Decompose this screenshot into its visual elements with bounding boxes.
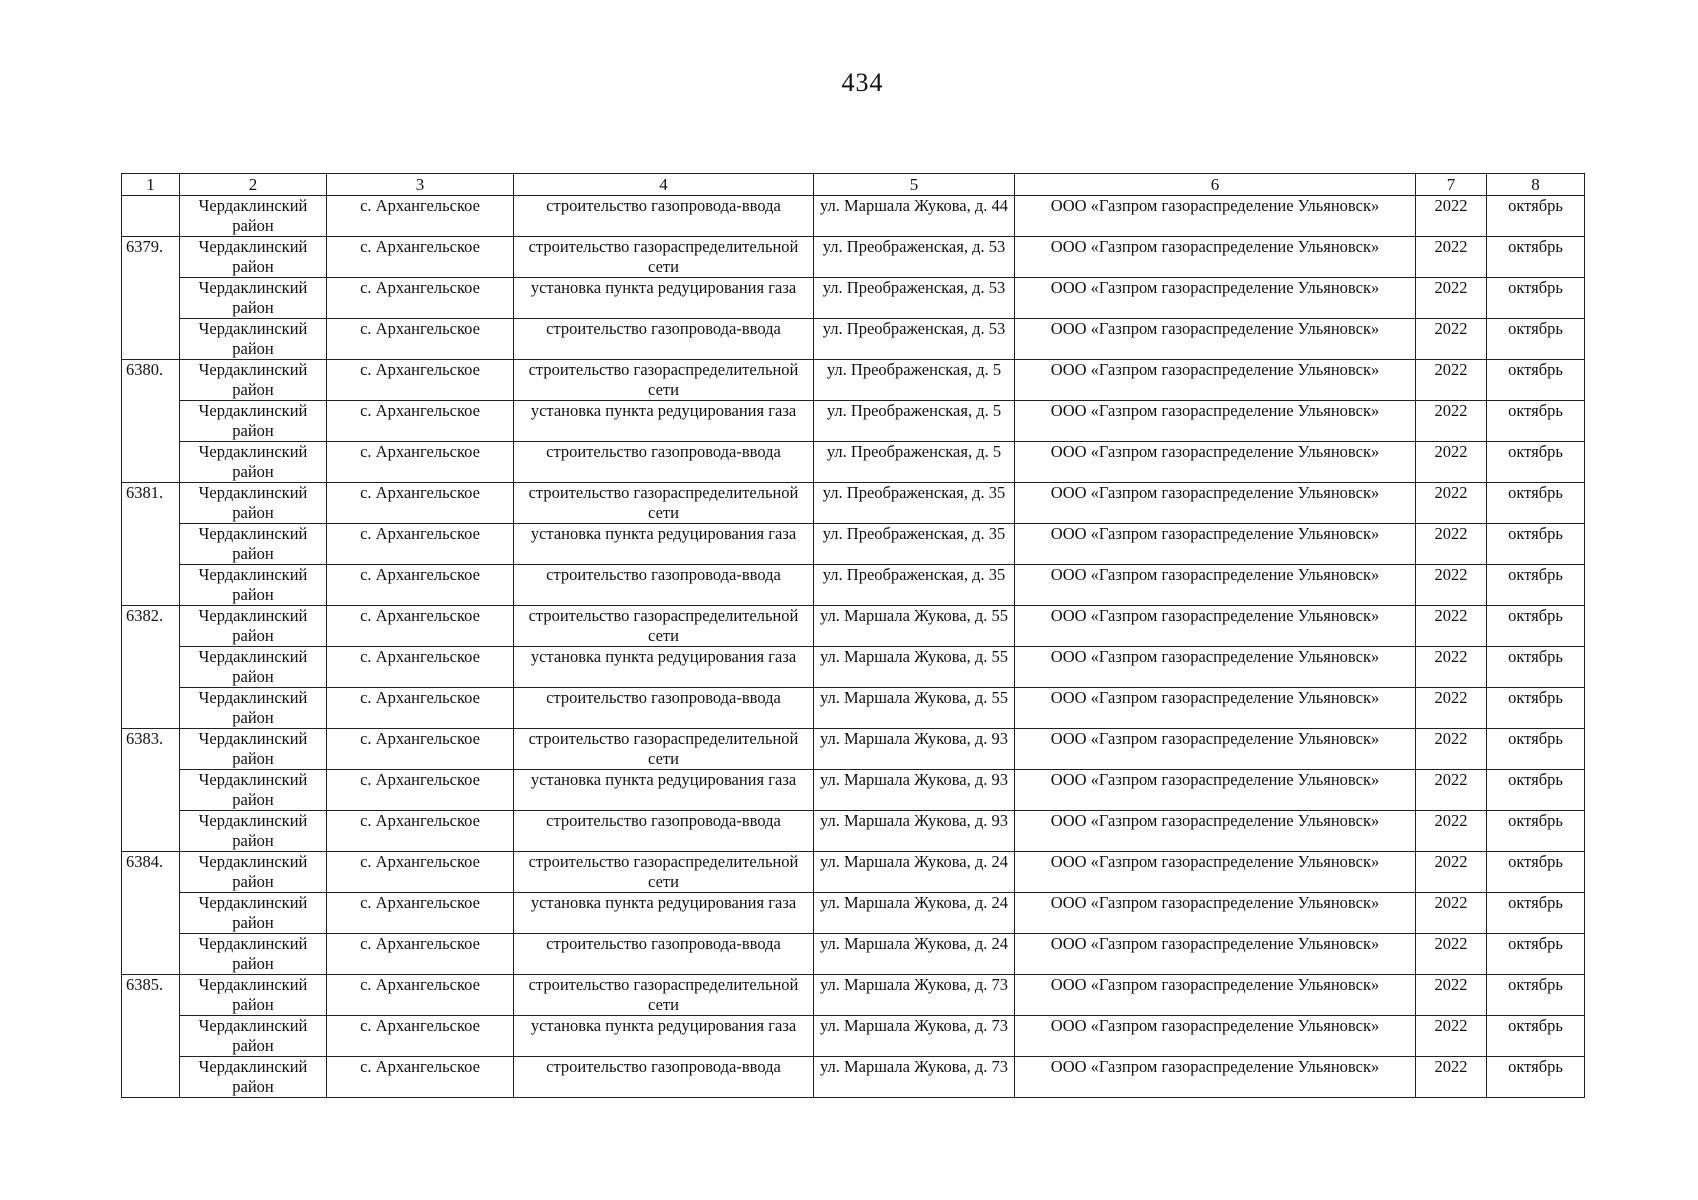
district-cell: Чердаклинский район xyxy=(180,893,327,934)
organization-cell: ООО «Газпром газораспределение Ульяновск» xyxy=(1015,647,1416,688)
table-row xyxy=(122,278,1585,319)
work-type-cell: строительство газопровода-ввода xyxy=(514,565,814,606)
district-cell: Чердаклинский район xyxy=(180,647,327,688)
item-number-cell: 6384. xyxy=(122,852,180,975)
year-cell: 2022 xyxy=(1416,483,1487,524)
district-cell: Чердаклинский район xyxy=(180,729,327,770)
address-cell: ул. Преображенская, д. 53 xyxy=(814,237,1015,278)
table-row xyxy=(122,524,1585,565)
month-cell: октябрь xyxy=(1487,237,1585,278)
month-cell: октябрь xyxy=(1487,442,1585,483)
item-number-cell: 6379. xyxy=(122,237,180,360)
district-cell: Чердаклинский район xyxy=(180,688,327,729)
work-type-cell: строительство газораспределительной сети xyxy=(514,483,814,524)
organization-cell: ООО «Газпром газораспределение Ульяновск» xyxy=(1015,524,1416,565)
settlement-cell: с. Архангельское xyxy=(327,237,514,278)
address-cell: ул. Маршала Жукова, д. 93 xyxy=(814,729,1015,770)
district-cell: Чердаклинский район xyxy=(180,524,327,565)
work-type-cell: строительство газораспределительной сети xyxy=(514,975,814,1016)
organization-cell: ООО «Газпром газораспределение Ульяновск» xyxy=(1015,934,1416,975)
district-cell: Чердаклинский район xyxy=(180,278,327,319)
year-cell: 2022 xyxy=(1416,606,1487,647)
month-cell: октябрь xyxy=(1487,770,1585,811)
table-row xyxy=(122,688,1585,729)
organization-cell: ООО «Газпром газораспределение Ульяновск» xyxy=(1015,1057,1416,1098)
table-row xyxy=(122,975,1585,1016)
item-number-cell: 6383. xyxy=(122,729,180,852)
district-cell: Чердаклинский район xyxy=(180,565,327,606)
column-header: 6 xyxy=(1015,174,1416,196)
settlement-cell: с. Архангельское xyxy=(327,811,514,852)
settlement-cell: с. Архангельское xyxy=(327,196,514,237)
address-cell: ул. Маршала Жукова, д. 73 xyxy=(814,1016,1015,1057)
address-cell: ул. Преображенская, д. 5 xyxy=(814,401,1015,442)
year-cell: 2022 xyxy=(1416,360,1487,401)
month-cell: октябрь xyxy=(1487,401,1585,442)
work-type-cell: строительство газопровода-ввода xyxy=(514,442,814,483)
column-header: 1 xyxy=(122,174,180,196)
work-type-cell: строительство газопровода-ввода xyxy=(514,934,814,975)
address-cell: ул. Маршала Жукова, д. 55 xyxy=(814,606,1015,647)
month-cell: октябрь xyxy=(1487,1057,1585,1098)
table-row xyxy=(122,811,1585,852)
item-number-cell: 6382. xyxy=(122,606,180,729)
item-number-cell: 6385. xyxy=(122,975,180,1098)
table-row xyxy=(122,893,1585,934)
work-type-cell: строительство газопровода-ввода xyxy=(514,1057,814,1098)
month-cell: октябрь xyxy=(1487,934,1585,975)
table-row xyxy=(122,1057,1585,1098)
year-cell: 2022 xyxy=(1416,442,1487,483)
year-cell: 2022 xyxy=(1416,893,1487,934)
district-cell: Чердаклинский район xyxy=(180,934,327,975)
settlement-cell: с. Архангельское xyxy=(327,975,514,1016)
column-header: 3 xyxy=(327,174,514,196)
address-cell: ул. Преображенская, д. 53 xyxy=(814,319,1015,360)
year-cell: 2022 xyxy=(1416,975,1487,1016)
work-type-cell: установка пункта редуцирования газа xyxy=(514,647,814,688)
column-header: 2 xyxy=(180,174,327,196)
work-type-cell: строительство газопровода-ввода xyxy=(514,196,814,237)
item-number-cell xyxy=(122,196,180,237)
work-type-cell: установка пункта редуцирования газа xyxy=(514,770,814,811)
address-cell: ул. Преображенская, д. 35 xyxy=(814,524,1015,565)
work-type-cell: установка пункта редуцирования газа xyxy=(514,1016,814,1057)
table-row xyxy=(122,319,1585,360)
month-cell: октябрь xyxy=(1487,565,1585,606)
year-cell: 2022 xyxy=(1416,196,1487,237)
table-row xyxy=(122,729,1585,770)
settlement-cell: с. Архангельское xyxy=(327,647,514,688)
organization-cell: ООО «Газпром газораспределение Ульяновск» xyxy=(1015,811,1416,852)
year-cell: 2022 xyxy=(1416,770,1487,811)
month-cell: октябрь xyxy=(1487,688,1585,729)
table-row xyxy=(122,442,1585,483)
year-cell: 2022 xyxy=(1416,524,1487,565)
work-type-cell: строительство газораспределительной сети xyxy=(514,237,814,278)
settlement-cell: с. Архангельское xyxy=(327,729,514,770)
month-cell: октябрь xyxy=(1487,483,1585,524)
address-cell: ул. Маршала Жукова, д. 24 xyxy=(814,852,1015,893)
page-number: 434 xyxy=(841,68,884,97)
district-cell: Чердаклинский район xyxy=(180,319,327,360)
month-cell: октябрь xyxy=(1487,606,1585,647)
organization-cell: ООО «Газпром газораспределение Ульяновск» xyxy=(1015,975,1416,1016)
column-header: 4 xyxy=(514,174,814,196)
work-type-cell: строительство газораспределительной сети xyxy=(514,729,814,770)
address-cell: ул. Маршала Жукова, д. 24 xyxy=(814,934,1015,975)
settlement-cell: с. Архангельское xyxy=(327,688,514,729)
month-cell: октябрь xyxy=(1487,360,1585,401)
organization-cell: ООО «Газпром газораспределение Ульяновск» xyxy=(1015,196,1416,237)
month-cell: октябрь xyxy=(1487,852,1585,893)
work-type-cell: установка пункта редуцирования газа xyxy=(514,893,814,934)
address-cell: ул. Маршала Жукова, д. 55 xyxy=(814,647,1015,688)
work-type-cell: строительство газопровода-ввода xyxy=(514,811,814,852)
table-row xyxy=(122,360,1585,401)
settlement-cell: с. Архангельское xyxy=(327,483,514,524)
work-type-cell: строительство газораспределительной сети xyxy=(514,360,814,401)
work-type-cell: строительство газопровода-ввода xyxy=(514,319,814,360)
district-cell: Чердаклинский район xyxy=(180,1016,327,1057)
year-cell: 2022 xyxy=(1416,401,1487,442)
address-cell: ул. Маршала Жукова, д. 55 xyxy=(814,688,1015,729)
district-cell: Чердаклинский район xyxy=(180,360,327,401)
settlement-cell: с. Архангельское xyxy=(327,1016,514,1057)
table-row xyxy=(122,483,1585,524)
district-cell: Чердаклинский район xyxy=(180,770,327,811)
year-cell: 2022 xyxy=(1416,852,1487,893)
address-cell: ул. Преображенская, д. 5 xyxy=(814,360,1015,401)
address-cell: ул. Маршала Жукова, д. 93 xyxy=(814,770,1015,811)
organization-cell: ООО «Газпром газораспределение Ульяновск» xyxy=(1015,565,1416,606)
month-cell: октябрь xyxy=(1487,729,1585,770)
address-cell: ул. Преображенская, д. 53 xyxy=(814,278,1015,319)
month-cell: октябрь xyxy=(1487,278,1585,319)
table-row xyxy=(122,196,1585,237)
table-row xyxy=(122,852,1585,893)
district-cell: Чердаклинский район xyxy=(180,237,327,278)
settlement-cell: с. Архангельское xyxy=(327,893,514,934)
month-cell: октябрь xyxy=(1487,1016,1585,1057)
work-type-cell: установка пункта редуцирования газа xyxy=(514,278,814,319)
district-cell: Чердаклинский район xyxy=(180,606,327,647)
address-cell: ул. Маршала Жукова, д. 93 xyxy=(814,811,1015,852)
district-cell: Чердаклинский район xyxy=(180,1057,327,1098)
item-number-cell: 6381. xyxy=(122,483,180,606)
settlement-cell: с. Архангельское xyxy=(327,606,514,647)
month-cell: октябрь xyxy=(1487,524,1585,565)
table-row xyxy=(122,565,1585,606)
table-row xyxy=(122,401,1585,442)
work-type-cell: строительство газораспределительной сети xyxy=(514,606,814,647)
settlement-cell: с. Архангельское xyxy=(327,770,514,811)
item-number-cell: 6380. xyxy=(122,360,180,483)
month-cell: октябрь xyxy=(1487,893,1585,934)
year-cell: 2022 xyxy=(1416,688,1487,729)
year-cell: 2022 xyxy=(1416,647,1487,688)
district-cell: Чердаклинский район xyxy=(180,975,327,1016)
year-cell: 2022 xyxy=(1416,934,1487,975)
organization-cell: ООО «Газпром газораспределение Ульяновск» xyxy=(1015,483,1416,524)
settlement-cell: с. Архангельское xyxy=(327,565,514,606)
work-type-cell: установка пункта редуцирования газа xyxy=(514,524,814,565)
organization-cell: ООО «Газпром газораспределение Ульяновск» xyxy=(1015,360,1416,401)
year-cell: 2022 xyxy=(1416,319,1487,360)
table-row xyxy=(122,1016,1585,1057)
address-cell: ул. Преображенская, д. 5 xyxy=(814,442,1015,483)
address-cell: ул. Маршала Жукова, д. 73 xyxy=(814,1057,1015,1098)
month-cell: октябрь xyxy=(1487,319,1585,360)
table-row xyxy=(122,934,1585,975)
year-cell: 2022 xyxy=(1416,811,1487,852)
work-type-cell: строительство газопровода-ввода xyxy=(514,688,814,729)
work-type-cell: установка пункта редуцирования газа xyxy=(514,401,814,442)
address-cell: ул. Маршала Жукова, д. 44 xyxy=(814,196,1015,237)
district-cell: Чердаклинский район xyxy=(180,811,327,852)
district-cell: Чердаклинский район xyxy=(180,196,327,237)
organization-cell: ООО «Газпром газораспределение Ульяновск» xyxy=(1015,442,1416,483)
year-cell: 2022 xyxy=(1416,278,1487,319)
settlement-cell: с. Архангельское xyxy=(327,401,514,442)
settlement-cell: с. Архангельское xyxy=(327,852,514,893)
settlement-cell: с. Архангельское xyxy=(327,934,514,975)
organization-cell: ООО «Газпром газораспределение Ульяновск» xyxy=(1015,770,1416,811)
month-cell: октябрь xyxy=(1487,811,1585,852)
year-cell: 2022 xyxy=(1416,1057,1487,1098)
organization-cell: ООО «Газпром газораспределение Ульяновск» xyxy=(1015,729,1416,770)
column-header: 5 xyxy=(814,174,1015,196)
settlement-cell: с. Архангельское xyxy=(327,278,514,319)
address-cell: ул. Маршала Жукова, д. 24 xyxy=(814,893,1015,934)
month-cell: октябрь xyxy=(1487,975,1585,1016)
table-row xyxy=(122,237,1585,278)
district-cell: Чердаклинский район xyxy=(180,852,327,893)
works-table xyxy=(121,173,1585,1098)
table-row xyxy=(122,770,1585,811)
organization-cell: ООО «Газпром газораспределение Ульяновск» xyxy=(1015,1016,1416,1057)
organization-cell: ООО «Газпром газораспределение Ульяновск» xyxy=(1015,852,1416,893)
settlement-cell: с. Архангельское xyxy=(327,442,514,483)
month-cell: октябрь xyxy=(1487,647,1585,688)
work-type-cell: строительство газораспределительной сети xyxy=(514,852,814,893)
settlement-cell: с. Архангельское xyxy=(327,360,514,401)
address-cell: ул. Маршала Жукова, д. 73 xyxy=(814,975,1015,1016)
address-cell: ул. Преображенская, д. 35 xyxy=(814,483,1015,524)
month-cell: октябрь xyxy=(1487,196,1585,237)
district-cell: Чердаклинский район xyxy=(180,442,327,483)
year-cell: 2022 xyxy=(1416,729,1487,770)
settlement-cell: с. Архангельское xyxy=(327,319,514,360)
organization-cell: ООО «Газпром газораспределение Ульяновск» xyxy=(1015,688,1416,729)
table-body xyxy=(122,174,1585,1098)
year-cell: 2022 xyxy=(1416,1016,1487,1057)
column-number-header-row xyxy=(122,174,1585,196)
settlement-cell: с. Архангельское xyxy=(327,1057,514,1098)
address-cell: ул. Преображенская, д. 35 xyxy=(814,565,1015,606)
year-cell: 2022 xyxy=(1416,565,1487,606)
column-header: 8 xyxy=(1487,174,1585,196)
table-row xyxy=(122,606,1585,647)
year-cell: 2022 xyxy=(1416,237,1487,278)
organization-cell: ООО «Газпром газораспределение Ульяновск» xyxy=(1015,401,1416,442)
table-row xyxy=(122,647,1585,688)
organization-cell: ООО «Газпром газораспределение Ульяновск» xyxy=(1015,893,1416,934)
organization-cell: ООО «Газпром газораспределение Ульяновск» xyxy=(1015,606,1416,647)
settlement-cell: с. Архангельское xyxy=(327,524,514,565)
column-header: 7 xyxy=(1416,174,1487,196)
organization-cell: ООО «Газпром газораспределение Ульяновск» xyxy=(1015,237,1416,278)
district-cell: Чердаклинский район xyxy=(180,401,327,442)
organization-cell: ООО «Газпром газораспределение Ульяновск» xyxy=(1015,278,1416,319)
organization-cell: ООО «Газпром газораспределение Ульяновск» xyxy=(1015,319,1416,360)
district-cell: Чердаклинский район xyxy=(180,483,327,524)
